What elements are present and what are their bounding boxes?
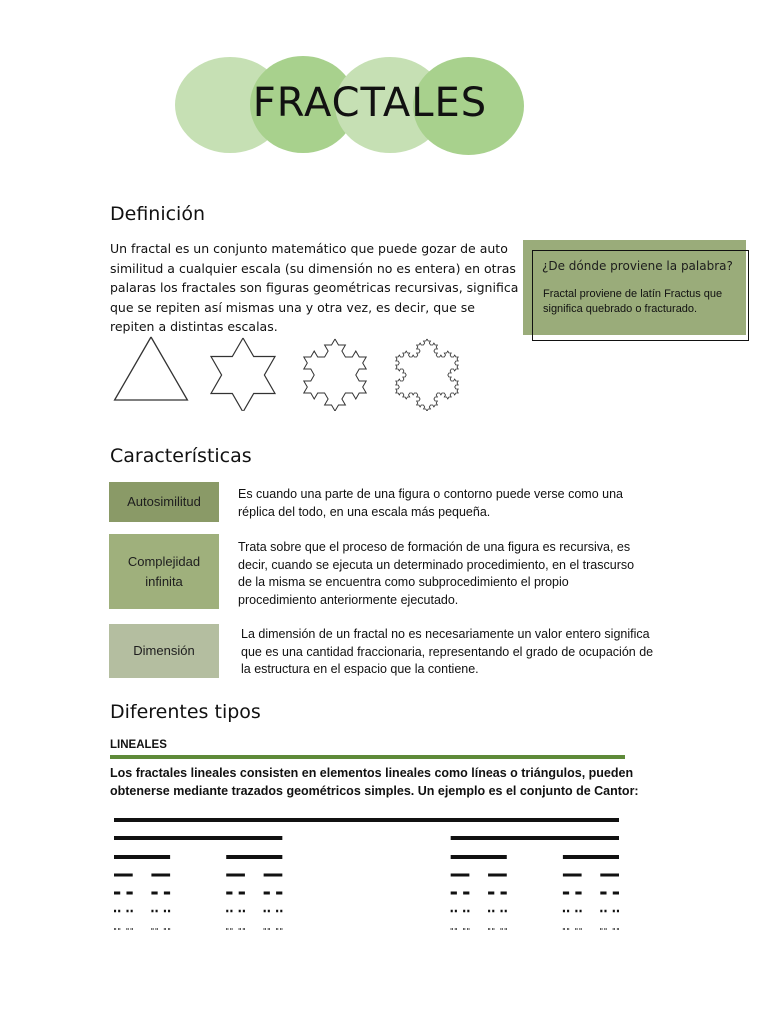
cantor-segment <box>604 928 605 930</box>
cantor-segment <box>580 928 581 930</box>
cantor-segment <box>169 928 170 930</box>
cantor-segment <box>613 892 619 895</box>
cantor-segment <box>226 928 227 930</box>
cantor-segment <box>501 892 507 895</box>
cantor-segment <box>244 928 245 930</box>
cantor-segment <box>451 855 507 859</box>
cantor-segment <box>581 928 582 930</box>
cantor-segment <box>276 910 278 913</box>
cantor-segment <box>492 910 494 913</box>
cantor-set-illustration <box>110 812 625 940</box>
cantor-segment <box>463 928 464 930</box>
cantor-segment <box>563 928 564 930</box>
cantor-segment <box>114 855 170 859</box>
sidebar-question: ¿De dónde proviene la palabra? <box>542 259 733 273</box>
cantor-segment <box>126 892 132 895</box>
cantor-segment <box>488 892 494 895</box>
cantor-segment <box>168 910 170 913</box>
lineales-rule <box>110 755 625 759</box>
cantor-segment <box>568 928 569 930</box>
cantor-segment <box>239 910 241 913</box>
label-complejidad: Complejidad infinita <box>109 534 219 609</box>
tipos-heading: Diferentes tipos <box>110 701 261 723</box>
cantor-segment <box>613 910 615 913</box>
lineales-text: Los fractales lineales consisten en elementos lineales como líneas o triángulos, pueden obtenerse mediante trazados geométricos simples. Un ejemplo es el conjunto de Cantor: <box>110 766 639 798</box>
cantor-segment <box>280 928 281 930</box>
koch-iteration-3 <box>396 339 458 411</box>
cantor-segment <box>602 928 603 930</box>
cantor-segment <box>156 910 158 913</box>
cantor-set-rows <box>114 818 619 930</box>
cantor-segment <box>575 928 576 930</box>
cantor-segment <box>575 910 577 913</box>
cantor-segment <box>243 910 245 913</box>
cantor-segment <box>463 892 469 895</box>
cantor-segment <box>451 910 453 913</box>
definicion-heading: Definición <box>110 203 205 225</box>
cantor-segment <box>469 928 470 930</box>
cantor-segment <box>264 928 265 930</box>
cantor-segment <box>114 910 116 913</box>
cantor-segment <box>151 910 153 913</box>
cantor-segment <box>494 928 495 930</box>
cantor-segment <box>618 928 619 930</box>
desc-autosimilitud: Es cuando una parte de una figura o contorno puede verse como una réplica del todo, en una escala más pequeña. <box>238 487 623 519</box>
cantor-segment <box>276 892 282 895</box>
cantor-segment <box>151 928 152 930</box>
cantor-segment <box>567 910 569 913</box>
cantor-segment <box>115 928 116 930</box>
cantor-segment <box>114 818 619 822</box>
cantor-segment <box>151 874 170 877</box>
cantor-segment <box>501 928 502 930</box>
cantor-segment <box>265 928 266 930</box>
cantor-segment <box>226 892 232 895</box>
cantor-segment <box>614 928 615 930</box>
cantor-segment <box>505 928 506 930</box>
cantor-segment <box>264 874 283 877</box>
cantor-segment <box>492 928 493 930</box>
cantor-segment <box>488 910 490 913</box>
cantor-segment <box>455 928 456 930</box>
koch-iteration-1 <box>211 338 275 411</box>
cantor-segment <box>502 928 503 930</box>
cantor-segment <box>114 874 133 877</box>
cantor-segment <box>165 928 166 930</box>
cantor-segment <box>226 874 245 877</box>
cantor-segment <box>132 928 133 930</box>
cantor-segment <box>164 928 165 930</box>
cantor-segment <box>488 928 489 930</box>
label-dimension: Dimensión <box>109 624 219 678</box>
cantor-segment <box>501 910 503 913</box>
cantor-segment <box>226 910 228 913</box>
koch-iteration-2 <box>304 339 366 411</box>
cantor-segment <box>276 928 277 930</box>
koch-iteration-0 <box>115 337 188 400</box>
cantor-segment <box>164 892 170 895</box>
cantor-segment <box>114 928 115 930</box>
cantor-segment <box>153 928 154 930</box>
cantor-segment <box>563 874 582 877</box>
cantor-segment <box>156 928 157 930</box>
cantor-segment <box>505 910 507 913</box>
cantor-segment <box>239 928 240 930</box>
cantor-segment <box>600 892 606 895</box>
cantor-segment <box>564 928 565 930</box>
cantor-segment <box>157 928 158 930</box>
cantor-segment <box>452 928 453 930</box>
cantor-segment <box>126 910 128 913</box>
cantor-segment <box>451 874 470 877</box>
cantor-segment <box>451 928 452 930</box>
cantor-segment <box>118 910 120 913</box>
cantor-segment <box>613 928 614 930</box>
cantor-segment <box>280 910 282 913</box>
page-title: FRACTALES <box>252 80 488 126</box>
desc-dimension: La dimensión de un fractal no es necesariamente un valor entero significa que es una cantidad fraccionaria, representando el grado de ocupación de la estructura en el espacio que la contiene. <box>241 627 654 676</box>
lineales-subheading: LINEALES <box>110 739 167 751</box>
cantor-segment <box>126 928 127 930</box>
cantor-segment <box>264 892 270 895</box>
cantor-segment <box>467 928 468 930</box>
cantor-segment <box>114 836 282 840</box>
cantor-segment <box>563 892 569 895</box>
cantor-segment <box>451 892 457 895</box>
cantor-segment <box>580 910 582 913</box>
cantor-segment <box>600 874 619 877</box>
cantor-segment <box>563 910 565 913</box>
cantor-segment <box>451 836 619 840</box>
cantor-segment <box>118 928 119 930</box>
cantor-segment <box>277 928 278 930</box>
koch-iterations-illustration <box>105 333 475 411</box>
cantor-segment <box>243 928 244 930</box>
cantor-segment <box>456 928 457 930</box>
cantor-segment <box>120 928 121 930</box>
cantor-segment <box>567 928 568 930</box>
cantor-segment <box>463 910 465 913</box>
cantor-segment <box>269 928 270 930</box>
cantor-segment <box>488 874 507 877</box>
cantor-segment <box>131 910 133 913</box>
label-autosimilitud: Autosimilitud <box>109 482 219 522</box>
cantor-segment <box>455 910 457 913</box>
cantor-segment <box>232 928 233 930</box>
definicion-text: Un fractal es un conjunto matemático que puede gozar de auto similitud a cualquier escala (su dimensión no es entera) en otras palaras los fractales son figuras geométricas recursivas, significa que se repiten así mismas una y otra vez, es decir, que se repiten a distintas escalas. <box>110 241 519 334</box>
cantor-segment <box>575 892 581 895</box>
cantor-segment <box>563 855 619 859</box>
cantor-segment <box>164 910 166 913</box>
cantor-segment <box>228 928 229 930</box>
cantor-segment <box>467 910 469 913</box>
cantor-segment <box>600 928 601 930</box>
cantor-segment <box>506 928 507 930</box>
cantor-segment <box>282 928 283 930</box>
cantor-segment <box>604 910 606 913</box>
cantor-segment <box>264 910 266 913</box>
cantor-segment <box>128 928 129 930</box>
cantor-segment <box>239 892 245 895</box>
cantor-segment <box>151 892 157 895</box>
caracteristicas-heading: Características <box>110 445 252 467</box>
cantor-segment <box>268 928 269 930</box>
cantor-segment <box>600 910 602 913</box>
cantor-segment <box>240 928 241 930</box>
cantor-segment <box>617 910 619 913</box>
cantor-segment <box>226 855 282 859</box>
cantor-segment <box>577 928 578 930</box>
sidebar-answer: Fractal proviene de latín Fractus que significa quebrado o fracturado. <box>543 288 723 315</box>
cantor-segment <box>168 928 169 930</box>
cantor-segment <box>489 928 490 930</box>
cantor-segment <box>230 928 231 930</box>
cantor-segment <box>131 928 132 930</box>
desc-complejidad: Trata sobre que el proceso de formación de una figura es recursiva, es decir, cuando se ejecuta un determinado procedimiento, en el trascurso de la misma se encuentra como subprocedimiento el propio procedimiento anteriormente ejecutado. <box>238 540 635 607</box>
cantor-segment <box>465 928 466 930</box>
cantor-segment <box>606 928 607 930</box>
cantor-segment <box>230 910 232 913</box>
cantor-segment <box>268 910 270 913</box>
cantor-segment <box>617 928 618 930</box>
cantor-segment <box>114 892 120 895</box>
